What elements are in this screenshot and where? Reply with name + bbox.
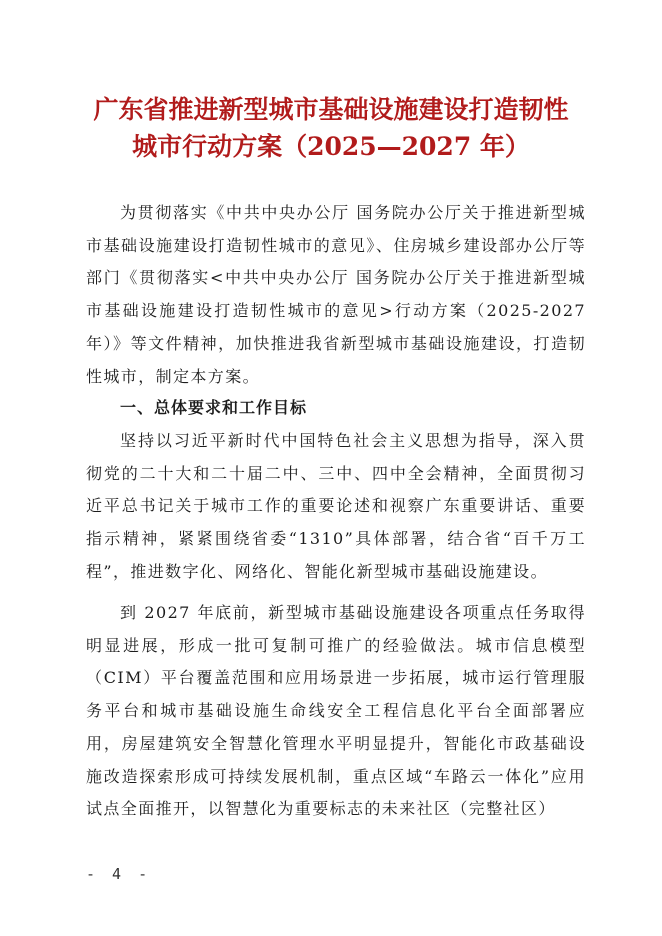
intro-paragraph: 为贯彻落实《中共中央办公厅 国务院办公厅关于推进新型城市基础设施建设打造韧性城市的意见》、住房城乡建设部办公厅等部门《贯彻落实<中共中央办公厅 国务院办公厅关于推进新型城市基础设施建设打造韧性城市的意见>行动方案（2025-2027年）》等文件精神，加快推进我省新型城市基础设施建设，打造韧性城市，制定本方案。 (86, 203, 586, 386)
document-title-line-1: 广东省推进新型城市基础设施建设打造韧性 (93, 95, 569, 124)
document-title-line-2: 城市行动方案（2025—2027 年） (132, 132, 530, 161)
page-number: - 4 - (86, 865, 152, 883)
body-paragraph-targets: 到 2027 年底前，新型城市基础设施建设各项重点任务取得明显进展，形成一批可复制可推广的经验做法。城市信息模型（CIM）平台覆盖范围和应用场景进一步拓展，城市运行管理服务平台和城市基础设施生命线安全工程信息化平台全面部署应用，房屋建筑安全智慧化管理水平明显提升，智能化市政基础设施改造探索形成可持续发展机制，重点区域“车路云一体化”应用试点全面推开，以智慧化为重要标志的未来社区（完整社区） (86, 603, 586, 819)
body-paragraph-guiding-principle: 坚持以习近平新时代中国特色社会主义思想为指导，深入贯彻党的二十大和二十届二中、三中、四中全会精神，全面贯彻习近平总书记关于城市工作的重要论述和视察广东重要讲话、重要指示精神，紧紧围绕省委“1310”具体部署，结合省“百千万工程”，推进数字化、网络化、智能化新型城市基础设施建设。 (86, 431, 586, 581)
section-heading: 一、总体要求和工作目标 (120, 398, 308, 417)
